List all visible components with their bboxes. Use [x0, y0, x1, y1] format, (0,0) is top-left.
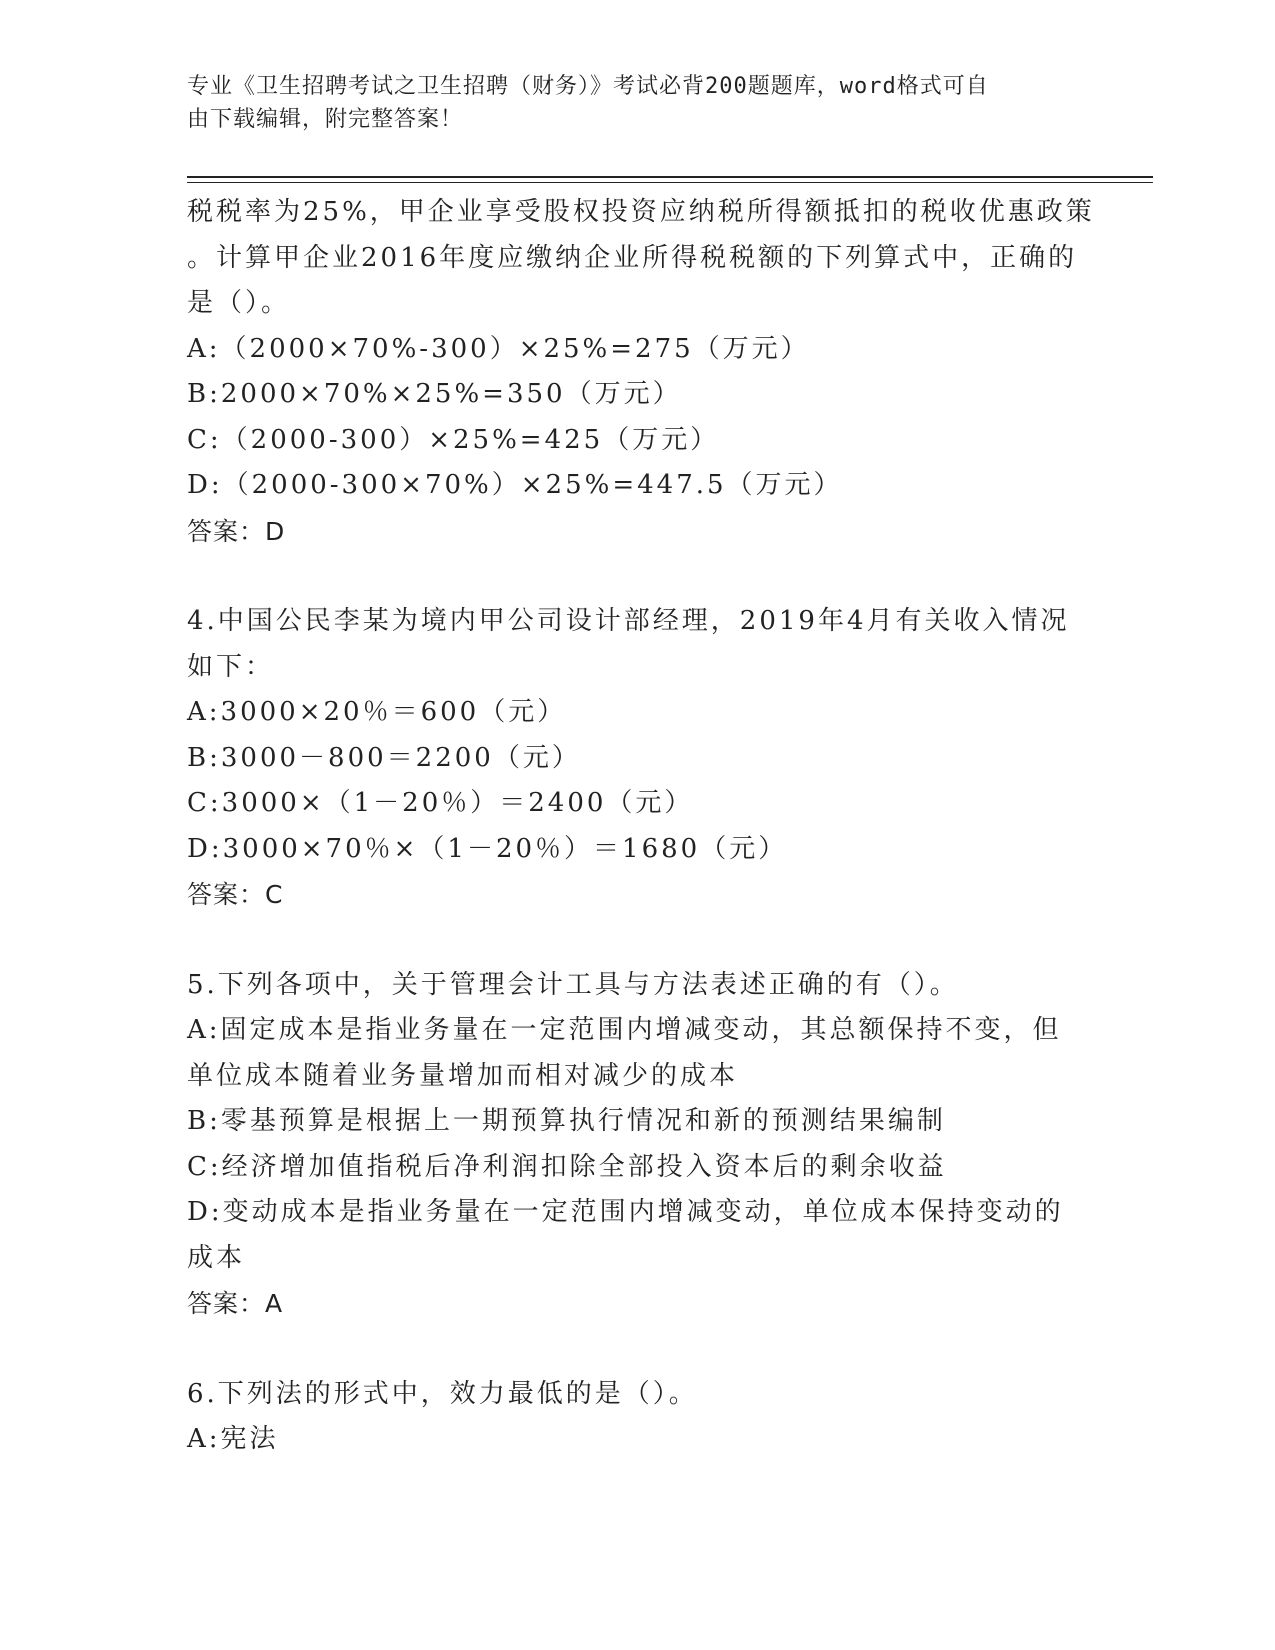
option-d: D:3000×70％×（1－20％）＝1680（元）: [187, 833, 788, 864]
option-c: C:3000×（1－20％）＝2400（元）: [187, 788, 694, 818]
question-5: [187, 963, 1087, 1327]
option-c: C:经济增加值指税后净利润扣除全部投入资本后的剩余收益: [187, 1151, 947, 1182]
question-text-line: 4.中国公民李某为境内甲公司设计部经理，2019年4月有关收入情况: [187, 606, 1070, 636]
option-a-continued: 单位成本随着业务量增加而相对减少的成本: [187, 1060, 739, 1091]
question-text-line: 如下：: [187, 651, 275, 682]
option-b: B:3000－800＝2200（元）: [187, 742, 581, 773]
option-d-continued: 成本: [187, 1242, 246, 1273]
header-line-2: 由下载编辑，附完整答案！: [187, 107, 464, 132]
option-b: B:零基预算是根据上一期预算执行情况和新的预测结果编制: [187, 1106, 946, 1136]
answer: 答案：A: [187, 1289, 284, 1318]
header-line-1: 专业《卫生招聘考试之卫生招聘（财务）》考试必背200题题库，word格式可自: [187, 74, 989, 99]
header-rule-thin: [187, 182, 1153, 183]
option-a: A:宪法: [187, 1424, 279, 1454]
option-d: D:变动成本是指业务量在一定范围内增减变动，单位成本保持变动的: [187, 1197, 1064, 1227]
option-a: A:固定成本是指业务量在一定范围内增减变动，其总额保持不变，但: [187, 1015, 1062, 1045]
header-rule-thick: [187, 176, 1153, 178]
option-c: C:（2000-300）×25%=425（万元）: [187, 424, 720, 455]
question-text-line: 5.下列各项中，关于管理会计工具与方法表述正确的有（）。: [187, 969, 959, 1000]
option-b: B:2000×70%×25%=350（万元）: [187, 379, 682, 409]
document-body: [187, 190, 1095, 1463]
option-d: D:（2000-300×70%）×25%=447.5（万元）: [187, 470, 843, 500]
question-text-line: 6.下列法的形式中，效力最低的是（）。: [187, 1378, 698, 1409]
question-text-line: 是（）。: [187, 288, 291, 318]
answer: 答案：C: [187, 880, 284, 909]
question-text-line: 税税率为25%，甲企业享受股权投资应纳税所得额抵扣的税收优惠政策: [187, 197, 1095, 227]
question-text-line: 。计算甲企业2016年度应缴纳企业所得税税额的下列算式中，正确的: [187, 242, 1078, 273]
question-6: [187, 1372, 1087, 1463]
answer: 答案：D: [187, 516, 286, 546]
option-a: A:3000×20％＝600（元）: [187, 697, 567, 727]
question-4: [187, 599, 1087, 918]
document-header: [187, 70, 1067, 136]
question-3: [187, 190, 1095, 554]
option-a: A:（2000×70%-300）×25%=275（万元）: [187, 333, 810, 364]
